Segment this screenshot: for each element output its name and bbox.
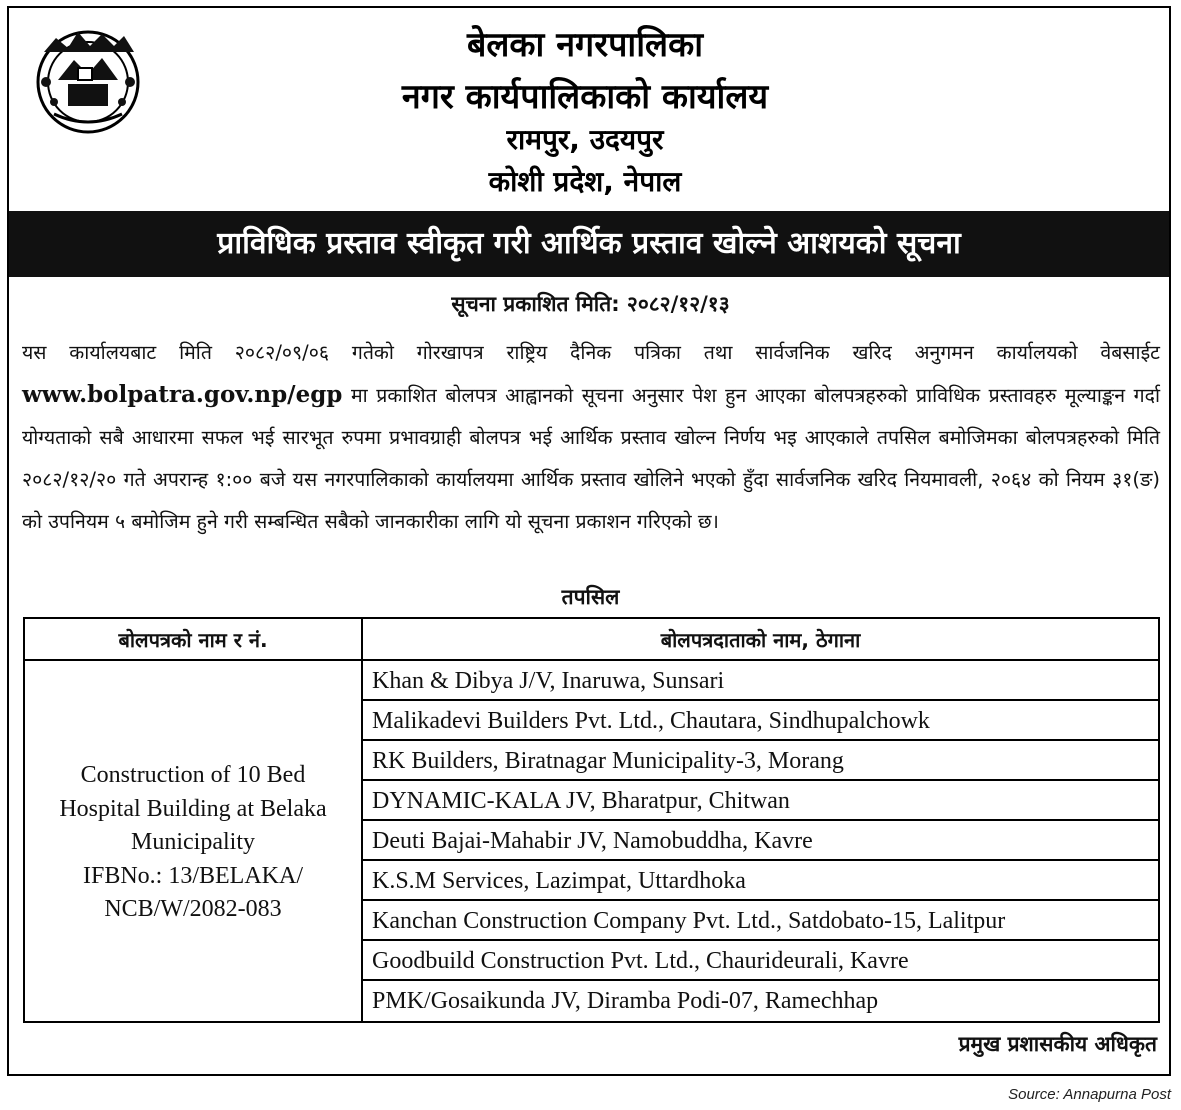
municipality-emblem-icon [24, 22, 152, 140]
body-text-part2: मा प्रकाशित बोलपत्र आह्वानको सूचना अनुसार पेश हुन आएका बोलपत्रहरुको प्राविधिक प्रस्तावहरु मूल्याङ्कन गर्दा योग्यताको सबै आधारमा सफल भई सारभूत रुपमा प्रभावग्राही बोलपत्र भई आर्थिक प्रस्ताव खोल्न निर्णय भइ आएकाले तपसिल बमोजिमका बोलपत्रहरुको मिति २०८२/१२/२० गते अपरान्ह १:०० बजे यस नगरपालिकाको कार्यालयमा आर्थिक प्रस्ताव खोलिने भएको हुँदा सार्वजनिक खरिद नियमावली, २०६४ को नियम ३१(ङ) को उपनियम ५ बमोजिम हुने गरी सम्बन्धित सबैको जानकारीका लागि यो सूचना प्रकाशन गरिएको छ। [22, 384, 1160, 533]
signatory-title: प्रमुख प्रशासकीय अधिकृत [958, 1032, 1157, 1056]
published-date: सूचना प्रकाशित मिति: २०८२/१२/१३ [451, 292, 730, 316]
bidder-row: Malikadevi Builders Pvt. Ltd., Chautara, Sindhupalchowk [363, 701, 1158, 741]
body-text-part1: यस कार्यालयबाट मिति २०८२/०९/०६ गतेको गोरखापत्र राष्ट्रिय दैनिक पत्रिका तथा सार्वजनिक खरिद अनुगमन कार्यालयको वेबसाईट [22, 341, 1160, 364]
bidder-row: Kanchan Construction Company Pvt. Ltd., Satdobato-15, Lalitpur [363, 901, 1158, 941]
bidder-row: K.S.M Services, Lazimpat, Uttardhoka [363, 861, 1158, 901]
bidder-row: DYNAMIC-KALA JV, Bharatpur, Chitwan [363, 781, 1158, 821]
bid-table [23, 617, 1160, 1023]
office-province: कोशी प्रदेश, नेपाल [488, 165, 682, 198]
office-name: बेलका नगरपालिका [466, 25, 704, 65]
tender-line: Construction of 10 Bed [80, 762, 306, 788]
tender-description [25, 759, 361, 927]
office-address: रामपुर, उदयपुर [506, 123, 664, 156]
bidder-row: PMK/Gosaikunda JV, Diramba Podi-07, Ramechhap [372, 988, 879, 1014]
bidder-list [363, 661, 1158, 1021]
office-subtitle: नगर कार्यपालिकाको कार्यालय [401, 77, 769, 117]
bidder-row: Khan & Dibya J/V, Inaruwa, Sunsari [363, 661, 1158, 701]
tender-ifb-number: IFBNo.: 13/BELAKA/ [82, 862, 303, 889]
source-credit: Source: Annapurna Post [1008, 1086, 1171, 1103]
bolpatra-url: www.bolpatra.gov.np/egp [22, 381, 343, 408]
tender-line: Hospital Building at Belaka [59, 795, 327, 822]
tender-line: Municipality [131, 829, 255, 855]
bidder-row: Goodbuild Construction Pvt. Ltd., Chaurideurali, Kavre [363, 941, 1158, 981]
column-header-tender: बोलपत्रको नाम र नं. [25, 619, 363, 661]
bidder-row: Deuti Bajai-Mahabir JV, Namobuddha, Kavre [363, 821, 1158, 861]
notice-title-banner: प्राविधिक प्रस्ताव स्वीकृत गरी आर्थिक प्रस्ताव खोल्ने आशयको सूचना [9, 211, 1169, 277]
notice-body [22, 332, 1160, 543]
tender-cell [25, 661, 363, 1021]
schedule-title: तपसिल [561, 585, 620, 609]
column-header-bidders: बोलपत्रदाताको नाम, ठेगाना [363, 619, 1158, 661]
bidder-row: RK Builders, Biratnagar Municipality-3, Morang [363, 741, 1158, 781]
tender-ifb-number: NCB/W/2082-083 [104, 896, 282, 922]
